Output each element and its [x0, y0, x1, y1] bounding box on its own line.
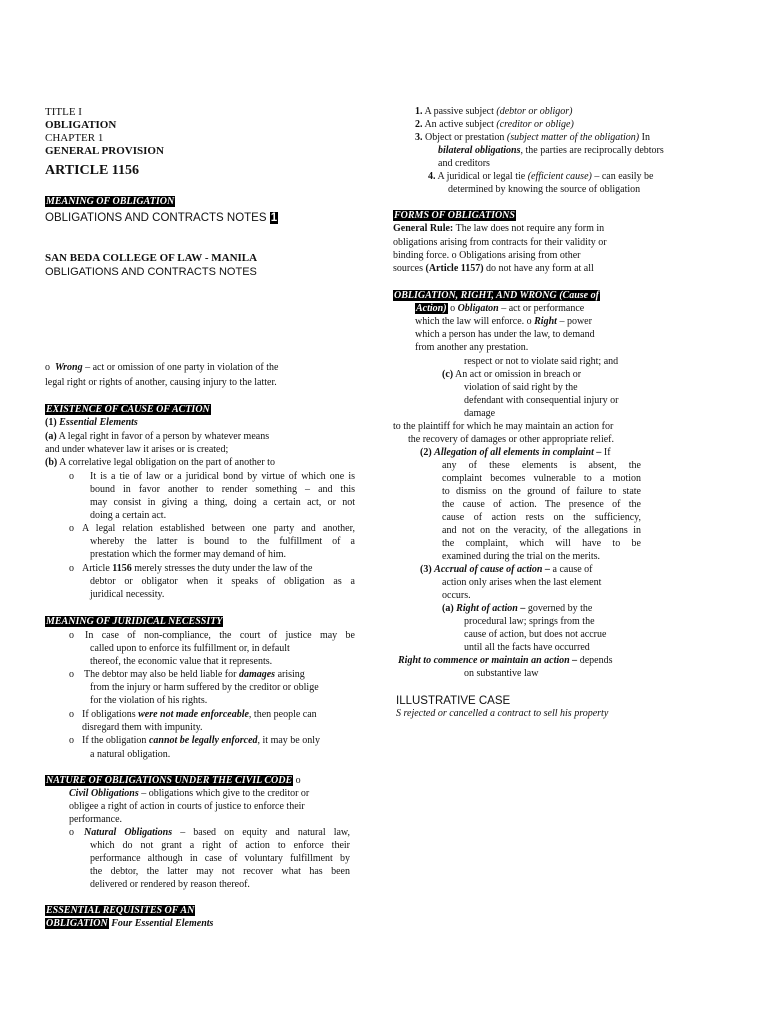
- natural-obligations-line1: Natural Obligations – based on equity and natural law,: [84, 827, 350, 838]
- obligation-right-wrong-header-cont: Action) o Obligaton – act or performance: [416, 303, 585, 314]
- allegation-line2: complaint becomes vulnerable to a motion: [442, 473, 641, 484]
- o3-line1: Article 1156 merely stresses the duty under the law of the: [82, 563, 313, 574]
- accrual-line3: occurs.: [442, 590, 471, 601]
- right-to-commence: Right to commence or maintain an action – depends: [398, 655, 613, 666]
- right-definition-line3: respect or not to violate said right; and: [464, 356, 619, 367]
- j3-line2: disregard them with impunity.: [82, 722, 203, 733]
- natural-obligations-line5: delivered or rendered by reason thereof.: [90, 879, 250, 890]
- illustrative-case-heading: ILLUSTRATIVE CASE: [396, 695, 511, 707]
- general-rule-line4: sources (Article 1157) do not have any form at all: [393, 263, 594, 274]
- bullet-o1: o: [69, 471, 74, 482]
- o3-line2: debtor or obligator when it speaks of obligation as a: [90, 576, 355, 587]
- juridical-necessity-header: MEANING OF JURIDICAL NECESSITY: [46, 616, 223, 627]
- natural-obligations-line2: which do not grant a right of action to enforce their: [90, 840, 350, 851]
- school-name: SAN BEDA COLLEGE OF LAW - MANILA: [45, 252, 258, 264]
- o1-line3: may consist in giving a thing, doing a certain act, or not: [90, 497, 355, 508]
- bullet-j3: o: [69, 709, 74, 720]
- natural-obligations-line3: performance although in case of voluntary fulfillment by: [90, 853, 350, 864]
- allegation-line3: to dismiss on the ground of failure to state: [442, 486, 641, 497]
- article-heading: ARTICLE 1156: [45, 163, 140, 178]
- j1-line1: In case of non-compliance, the court of justice may be: [85, 630, 355, 641]
- o2-line2: whereby the latter is bound to the fulfillment of a: [90, 536, 355, 547]
- essential-elements-label: (1) Essential Elements: [45, 417, 138, 428]
- school-notes-title: OBLIGATIONS AND CONTRACTS NOTES: [45, 266, 257, 278]
- right-definition-line1: which a person has under the law, to demand: [415, 329, 595, 340]
- obligation-heading: OBLIGATION: [45, 119, 117, 131]
- accrual-heading: (3) Accrual of cause of action – a cause of: [420, 564, 593, 575]
- obligation-definition-cont: which the law will enforce. o Right – power: [415, 316, 592, 327]
- bullet-j4: o: [69, 735, 74, 746]
- element-4: 4. A juridical or legal tie (efficient cause) – can easily be: [428, 171, 654, 182]
- allegation-line7: the complaint, which will have to be: [442, 538, 641, 549]
- right-of-action-heading: (a) Right of action – governed by the: [442, 603, 593, 614]
- element-c-line3: defendant with consequential injury or: [464, 395, 619, 406]
- element-3-cont: bilateral obligations, the parties are reciprocally debtors: [438, 145, 664, 156]
- general-rule-line2: obligations arising from contracts for their validity or: [393, 237, 607, 248]
- right-to-commence-line2: on substantive law: [464, 668, 539, 679]
- o2-line1: A legal relation established between one party and another,: [82, 523, 355, 534]
- essential-requisites-header-cont: OBLIGATION Four Essential Elements: [46, 918, 214, 929]
- civil-obligations-line2: obligee a right of action in courts of justice to enforce their: [69, 801, 305, 812]
- allegation-line4: the cause of action. The presence of the: [442, 499, 641, 510]
- civil-obligations-line1: Civil Obligations – obligations which give to the creditor or: [69, 788, 310, 799]
- forms-of-obligations-header: FORMS OF OBLIGATIONS: [394, 210, 515, 221]
- element-2: 2. An active subject (creditor or oblige): [415, 119, 574, 130]
- element-c: (c) An act or omission in breach or: [442, 369, 582, 380]
- element-4-cont: determined by knowing the source of obligation: [448, 184, 641, 195]
- bullet-o2: o: [69, 523, 74, 534]
- o2-line3: prestation which the former may demand of him.: [90, 549, 287, 560]
- element-1: 1. A passive subject (debtor or obligor): [415, 106, 573, 117]
- bullet-natural: o: [69, 827, 74, 838]
- page-number-box: 1: [270, 212, 278, 224]
- j4-line2: a natural obligation.: [90, 749, 171, 760]
- j1-line2: called upon to enforce its fulfillment or, in default: [90, 643, 290, 654]
- element-a: (a) A legal right in favor of a person by whatever means: [45, 431, 270, 442]
- j2-line2: from the injury or harm suffered by the creditor or oblige: [90, 682, 319, 693]
- plaintiff-line1: to the plaintiff for which he may maintain an action for: [393, 421, 614, 432]
- element-a-cont: and under whatever law it arises or is created;: [45, 444, 229, 455]
- j3-line1: If obligations were not made enforceable, then people can: [82, 709, 317, 720]
- bullet-j2: o: [69, 669, 74, 680]
- bullet-j1: o: [69, 630, 74, 641]
- illustrative-case-text: S rejected or cancelled a contract to sell his property: [396, 708, 609, 719]
- j1-line3: thereof, the economic value that it represents.: [90, 656, 273, 667]
- general-rule-line3: binding force. o Obligations arising from other: [393, 250, 581, 261]
- allegation-line1: any of these elements is absent, the: [442, 460, 641, 471]
- nature-of-obligations-header: NATURE OF OBLIGATIONS UNDER THE CIVIL CODE o: [46, 775, 301, 786]
- accrual-line2: action only arises when the last element: [442, 577, 602, 588]
- o1-line2: bound in favor another to render something – and this: [90, 484, 355, 495]
- allegation-line6: and not on the veracity, of the allegations in: [442, 525, 641, 536]
- o3-line3: juridical necessity.: [90, 589, 165, 600]
- existence-cause-header: EXISTENCE OF CAUSE OF ACTION: [46, 404, 210, 415]
- element-c-line2: violation of said right by the: [464, 382, 578, 393]
- obligation-right-wrong-header: OBLIGATION, RIGHT, AND WRONG (Cause of: [394, 290, 599, 301]
- title-label: TITLE I: [45, 106, 82, 118]
- right-definition-line2: from another any prestation.: [415, 342, 529, 353]
- general-rule-line1: General Rule: The law does not require any form in: [393, 223, 605, 234]
- j4-line1: If the obligation cannot be legally enforced, it may be only: [82, 735, 321, 746]
- civil-obligations-line3: performance.: [69, 814, 123, 825]
- element-3: 3. Object or prestation (subject matter of the obligation) In: [415, 132, 650, 143]
- j2-line1: The debtor may also be held liable for damages arising: [84, 669, 305, 680]
- right-of-action-line4: until all the facts have occurred: [464, 642, 590, 653]
- allegation-line8: examined during the trial on the merits.: [442, 551, 601, 562]
- j2-line3: for the violation of his rights.: [90, 695, 208, 706]
- allegation-heading: (2) Allegation of all elements in complaint – If: [420, 447, 611, 458]
- bullet-o3: o: [69, 563, 74, 574]
- o1-line4: doing a certain act.: [90, 510, 167, 521]
- wrong-definition-cont: legal right or rights of another, causing injury to the latter.: [45, 377, 277, 388]
- right-of-action-line2: procedural law; springs from the: [464, 616, 595, 627]
- essential-requisites-header: ESSENTIAL REQUISITES OF AN: [46, 905, 195, 916]
- o1-line1: It is a tie of law or a juridical bond by virtue of which one is: [90, 471, 355, 482]
- chapter-label: CHAPTER 1: [45, 132, 104, 144]
- wrong-definition: o Wrong – act or omission of one party in violation of the: [45, 362, 279, 373]
- natural-obligations-line4: the debtor, the latter may not recover what has been: [90, 866, 350, 877]
- plaintiff-line2: the recovery of damages or other appropriate relief.: [408, 434, 615, 445]
- right-of-action-line3: cause of action, but does not accrue: [464, 629, 607, 640]
- element-b: (b) A correlative legal obligation on the part of another to: [45, 457, 275, 468]
- notes-running-header: OBLIGATIONS AND CONTRACTS NOTES 1: [45, 212, 278, 224]
- meaning-of-obligation-header: MEANING OF OBLIGATION: [46, 196, 175, 207]
- general-provision-heading: GENERAL PROVISION: [45, 145, 164, 157]
- allegation-line5: cause of action rests on the sufficiency,: [442, 512, 641, 523]
- element-c-line4: damage: [464, 408, 496, 419]
- element-3-cont2: and creditors: [438, 158, 490, 169]
